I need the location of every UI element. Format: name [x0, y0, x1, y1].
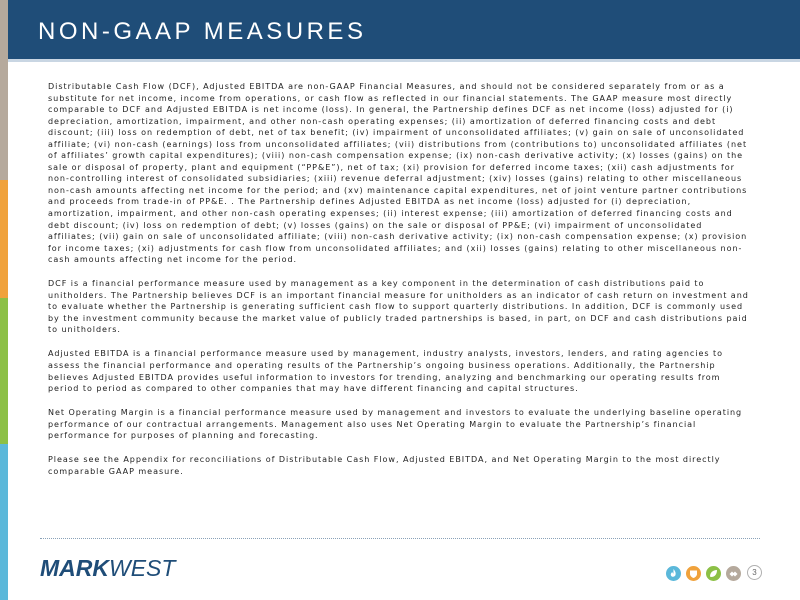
markwest-logo: MARKWEST	[40, 555, 176, 581]
leaf-icon	[706, 566, 721, 581]
paragraph-net-operating-margin: Net Operating Margin is a financial performance measure used by management and investors to evaluate the underlying baseline operating performance of our contractual arrangements. Management also uses Net Operating Margin to evaluate the Partnership’s financial performance for purposes of planning and forecasting.	[48, 408, 743, 441]
footer-icons	[666, 565, 741, 581]
paragraph-adjusted-ebitda: Adjusted EBITDA is a financial performance measure used by management, industry analysts, investors, lenders, and rating agencies to assess the financial performance and operating results of the Partnership’s ongoing business operations. Additionally, the Partnership believes Adjusted EBITDA provides useful information to investors for trending, analyzing and benchmarking our operating results from period to period as compared to other companies that may have different financing and capital structures.	[48, 349, 723, 394]
side-stripe-blue	[0, 444, 8, 600]
side-stripe-taupe	[0, 0, 8, 180]
side-stripe-green	[0, 298, 8, 444]
side-stripe-orange	[0, 180, 8, 298]
footer-divider	[40, 538, 760, 539]
page-number: 3	[747, 565, 762, 580]
paragraph-appendix-note: Please see the Appendix for reconciliations of Distributable Cash Flow, Adjusted EBITDA, and Net Operating Margin to the most directly comparable GAAP measure.	[48, 455, 721, 476]
title-banner	[8, 0, 800, 62]
shield-icon	[686, 566, 701, 581]
page-title: NON-GAAP MEASURES	[38, 18, 367, 45]
hands-icon	[726, 566, 741, 581]
flame-icon	[666, 566, 681, 581]
paragraph-dcf: DCF is a financial performance measure used by management as a key component in the determination of cash distributions paid to unitholders. The Partnership believes DCF is an important financial measure for unitholders as an indicator of cash return on investment and to evaluate whether the Partnership is generating sufficient cash flow to support quarterly distributions. In addition, DCF is commonly used by the investment community because the market value of publicly traded partnerships is based, in part, on DCF and cash distributions paid to unitholders.	[48, 279, 749, 335]
paragraph-definitions: Distributable Cash Flow (DCF), Adjusted EBITDA are non-GAAP Financial Measures, and should not be considered separately from or as a substitute for net income, income from operations, or cash flow as reflected in our financial statements. The GAAP measure most directly comparable to DCF and Adjusted EBITDA is net income (loss). In general, the Partnership defines DCF as net income (loss) adjusted for (i) depreciation, amortization, impairment, and other non-cash operating expenses; (ii) amortization of deferred financing costs and debt discount; (iii) loss on redemption of debt, net of tax benefit; (iv) impairment of unconsolidated affiliates; (v) gain on sale of unconsolidated affiliate; (vi) non-cash (earnings) loss from unconsolidated affiliates; (vii) distributions from (contributions to) unconsolidated affiliates (net of affiliates’ growth capital expenditures); (viii) non-cash compensation expense; (ix) non-cash derivative activity; (x) losses (gains) on the sale or disposal of property, plant and equipment (“PP&E”), net of tax; (xi) provision for deferred income taxes; (xii) cash adjustments for non-controlling interest of consolidated subsidiaries; (xiii) revenue deferral adjustment; (xiv) losses (gains) relating to other miscellaneous non-cash amounts affecting net income for the period; and (xv) maintenance capital expenditures, net of joint venture partner contributions and proceeds from trade-in of PP&E. . The Partnership defines Adjusted EBITDA as net income (loss) adjusted for (i) depreciation, amortization, impairment, and other non-cash operating expenses; (ii) interest expense; (iii) amortization of deferred financing costs and debt discount; (iv) loss on redemption of debt; (v) losses (gains) on the sale or disposal of PP&E; (vi) impairment of unconsolidated affiliates; (vii) gain on sale of unconsolidated affiliate; (viii) non-cash derivative activity; (ix) non-cash compensation expense; (x) provision for income taxes; (xi) adjustments for cash flow from unconsolidated affiliates; and (xii) losses (gains) relating to other miscellaneous non-cash amounts affecting net income for the period.	[48, 82, 748, 265]
body-text	[48, 81, 752, 490]
